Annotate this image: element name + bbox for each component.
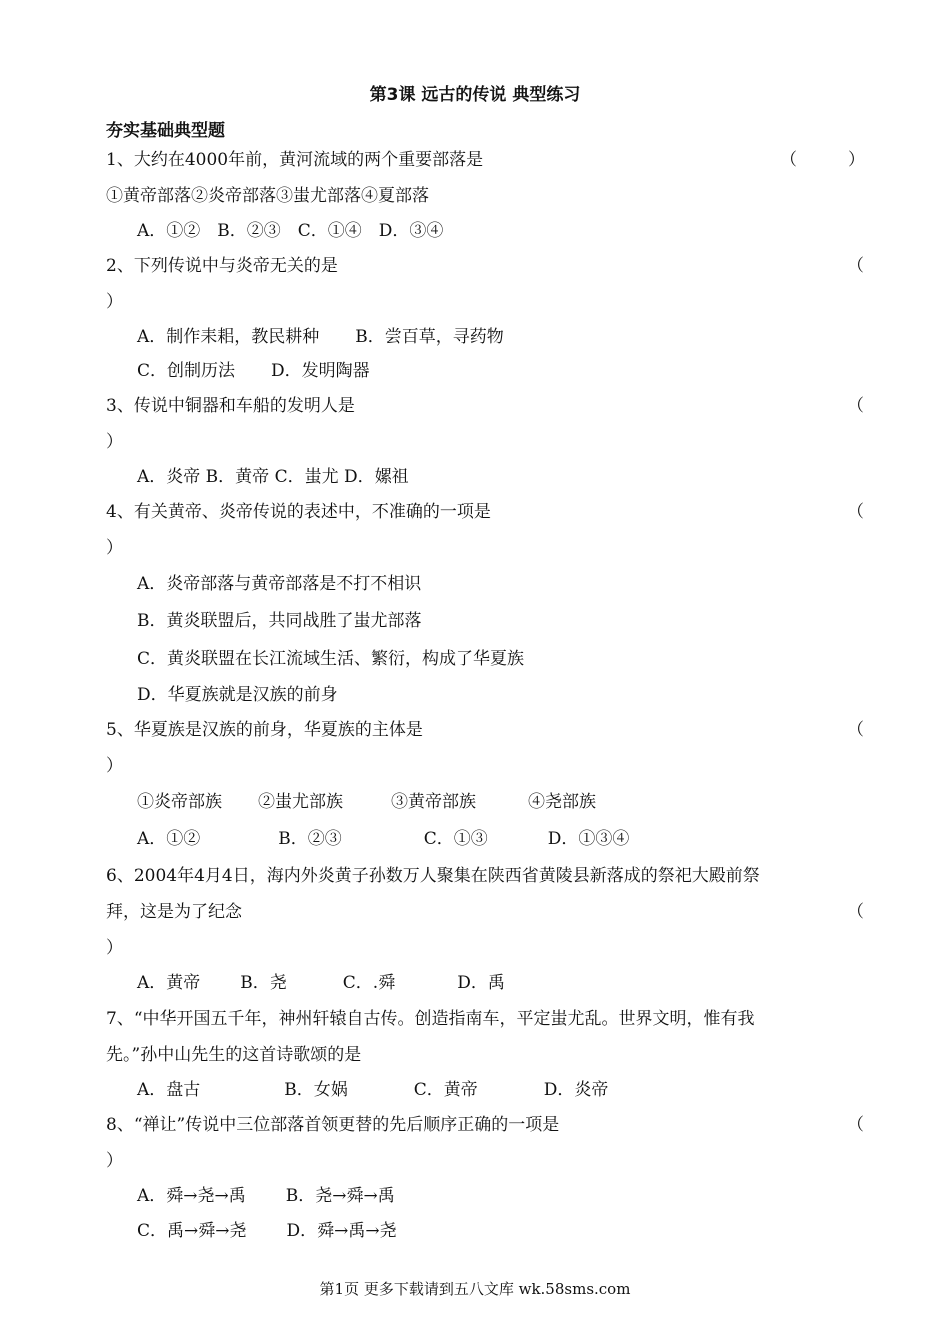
q8-paren-close: ） [106,1151,123,1171]
q4-paren-close: ） [106,538,123,558]
q5-item-1: ①炎帝部族 [137,792,222,812]
q2-option-a: A．制作耒耜，教民耕种 [137,327,320,347]
q2-stem: 2、下列传说中与炎帝无关的是 [106,256,338,276]
q5-item-3: ③黄帝部族 [391,792,476,812]
q4-option-d: D．华夏族就是汉族的前身 [137,685,338,705]
q1-answer-paren: （ ） [780,150,865,170]
q1-options: A．①② B．②③ C．①④ D．③④ [137,221,444,241]
q3-paren-open: （ [847,396,864,416]
q3-stem: 3、传说中铜器和车船的发明人是 [106,396,355,416]
q2-option-c: C．创制历法 [137,361,236,381]
q5-option-d: D．①③④ [547,829,630,849]
q6-option-d: D．禹 [457,973,505,993]
q4-option-c: C．黄炎联盟在长江流域生活、繁衍，构成了华夏族 [137,649,525,669]
q7-option-d: D．炎帝 [543,1080,609,1100]
q7-stem-line-1: 7、“中华开国五千年，神州轩辕自古传。创造指南车，平定蚩尤乱。世界文明，惟有我 [106,1009,755,1029]
page-footer: 第1页 更多下载请到五八文库 wk.58sms.com [319,1280,631,1298]
q2-option-b: B．尝百草，寻药物 [355,327,504,347]
page-title: 第3课 远古的传说 典型练习 [369,85,581,105]
q6-paren-close: ） [106,938,123,958]
q4-option-b: B．黄炎联盟后，共同战胜了蚩尤部落 [137,611,422,631]
q6-stem-line-1: 6、2004年4月4日，海内外炎黄子孙数万人聚集在陕西省黄陵县新落成的祭祀大殿前祭 [106,866,760,886]
q5-paren-open: （ [847,720,864,740]
q7-stem-line-2: 先。”孙中山先生的这首诗歌颂的是 [106,1045,362,1065]
q8-option-c: C．禹→舜→尧 [137,1221,247,1241]
q3-paren-close: ） [106,432,123,452]
q4-stem: 4、有关黄帝、炎帝传说的表述中，不准确的一项是 [106,502,491,522]
q2-paren-open: （ [847,256,864,276]
q6-option-c: C．.舜 [342,973,396,993]
q6-stem-line-2: 拜，这是为了纪念 [106,902,242,922]
q6-option-b: B．尧 [240,973,287,993]
q5-options [137,827,629,851]
q7-option-b: B．女娲 [284,1080,348,1100]
q2-paren-close: ） [106,292,123,312]
q8-option-d: D．舜→禹→尧 [286,1221,397,1241]
q2-option-row-2 [137,359,370,383]
q7-option-a: A．盘古 [137,1080,201,1100]
q5-option-a: A．①② [137,829,201,849]
q8-stem: 8、“禅让”传说中三位部落首领更替的先后顺序正确的一项是 [106,1115,560,1135]
q8-option-a: A．舜→尧→禹 [137,1186,246,1206]
q4-paren-open: （ [847,502,864,522]
q5-option-c: C．①③ [423,829,488,849]
q7-option-c: C．黄帝 [413,1080,478,1100]
q5-items [137,790,596,814]
q6-option-a: A．黄帝 [137,973,201,993]
q5-item-2: ②蚩尤部族 [258,792,343,812]
q5-stem: 5、华夏族是汉族的前身，华夏族的主体是 [106,720,423,740]
q6-paren-open: （ [847,902,864,922]
q1-items: ①黄帝部落②炎帝部落③蚩尤部落④夏部落 [106,186,429,206]
q8-option-b: B．尧→舜→禹 [285,1186,395,1206]
q8-option-row-2 [137,1219,397,1243]
q1-stem: 1、大约在4000年前，黄河流域的两个重要部落是 [106,150,484,170]
q6-options [137,971,505,995]
q5-item-4: ④尧部族 [528,792,596,812]
q8-option-row-1 [137,1184,395,1208]
q8-paren-open: （ [847,1115,864,1135]
q5-paren-close: ） [106,756,123,776]
q2-option-d: D．发明陶器 [271,361,370,381]
section-heading: 夯实基础典型题 [106,121,225,141]
q3-options: A．炎帝 B．黄帝 C．蚩尤 D．嫘祖 [137,467,409,487]
q2-option-row-1 [137,325,504,349]
q5-option-b: B．②③ [278,829,342,849]
q4-option-a: A．炎帝部落与黄帝部落是不打不相识 [137,574,422,594]
q7-options [137,1078,608,1102]
